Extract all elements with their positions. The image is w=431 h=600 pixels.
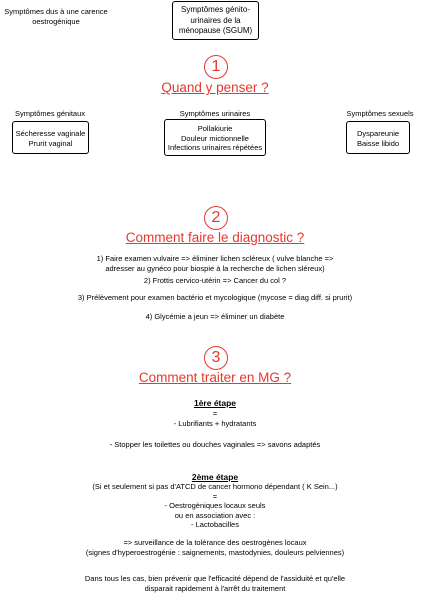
step2-line: (Si et seulement si pas d'ATCD de cancer hormono dépendant ( K Sein...) — [92, 482, 338, 491]
section-heading-3: Comment traiter en MG ? — [138, 370, 292, 385]
symptom-item: Douleur mictionnelle — [181, 133, 249, 143]
step2-line: = — [212, 491, 218, 501]
section-heading-2: Comment faire le diagnostic ? — [125, 230, 305, 245]
category-label-sexual: Symptômes sexuels — [346, 109, 414, 118]
surveillance-line: => surveillance de la tolérance des oestrogènes locaux — [123, 538, 307, 547]
section-number-3: 3 — [204, 346, 228, 370]
symptom-item: Pollakiurie — [197, 124, 233, 133]
diagnostic-step-4: 4) Glycémie a jeun => éliminer un diabète — [145, 312, 285, 321]
side-note-line: oestrogénique — [32, 16, 80, 26]
final-note — [30, 574, 400, 593]
genital-symptoms-box — [12, 121, 89, 154]
title-box — [172, 1, 259, 40]
step1-extra: - Stopper les toilettes ou douches vaginales => savons adaptés — [109, 440, 321, 449]
urinary-symptoms-box — [164, 119, 266, 156]
symptom-item: Prurit vaginal — [28, 138, 73, 148]
step1-line: - Lubrifiants + hydratants — [173, 418, 257, 428]
title-line: ménopause (SGUM) — [178, 26, 253, 35]
symptom-item: Sécheresse vaginale — [15, 129, 86, 138]
title-line: urinaires de la — [190, 15, 241, 25]
section-number-2: 2 — [204, 206, 228, 230]
diagnostic-step-1 — [60, 254, 370, 273]
surveillance-line: (signes d'hyperoestrogénie : saignements, mastodynies, douleurs pelviennes) — [85, 547, 345, 557]
symptom-item: Baisse libido — [356, 138, 400, 148]
diagnostic-step-3: 3) Prélèvement pour examen bactério et mycologique (mycose = diag diff. si prurit) — [77, 293, 353, 302]
section-number-1: 1 — [204, 55, 228, 79]
step2-content — [40, 482, 390, 530]
step2-line: ou en association avec : — [174, 510, 256, 520]
step1-title — [115, 398, 315, 409]
sexual-symptoms-box — [346, 121, 410, 154]
step2-line: - Lactobacilles — [191, 520, 239, 529]
diagnostic-step-2: 2) Frottis cervico-utérin => Cancer du col ? — [143, 276, 287, 285]
final-line: disparait rapidement à l'arrêt du traitement — [144, 583, 286, 593]
category-label-genital: Symptômes génitaux — [14, 109, 86, 118]
step2-line: - Oestrogèniques locaux seuls — [164, 501, 266, 510]
section-heading-1: Quand y penser ? — [161, 80, 269, 95]
symptom-item: Infections urinaires répétées — [167, 143, 263, 152]
surveillance-note — [40, 538, 390, 557]
diagnostic-step-line: adresser au gynéco pour biospie à la recherche de lichen sléreux) — [105, 263, 325, 273]
diagnostic-step-line: 1) Faire examen vulvaire => éliminer lichen scléreux ( vulve blanche => — [96, 254, 334, 263]
side-note-line: Symptômes dus à une carence — [4, 7, 108, 16]
step1-line: = — [212, 409, 218, 418]
final-line: Dans tous les cas, bien prévenir que l'efficacité dépend de l'assiduité et qu'elle — [84, 574, 346, 583]
category-label-urinary: Symptômes urinaires — [179, 109, 251, 118]
step1-content — [115, 409, 315, 428]
side-note — [4, 7, 108, 26]
step1-title-text: 1ère étape — [193, 398, 237, 408]
step2-title-text: 2ème étape — [191, 472, 239, 482]
title-line: Symptômes génito- — [181, 5, 250, 14]
symptom-item: Dyspareunie — [356, 129, 400, 138]
